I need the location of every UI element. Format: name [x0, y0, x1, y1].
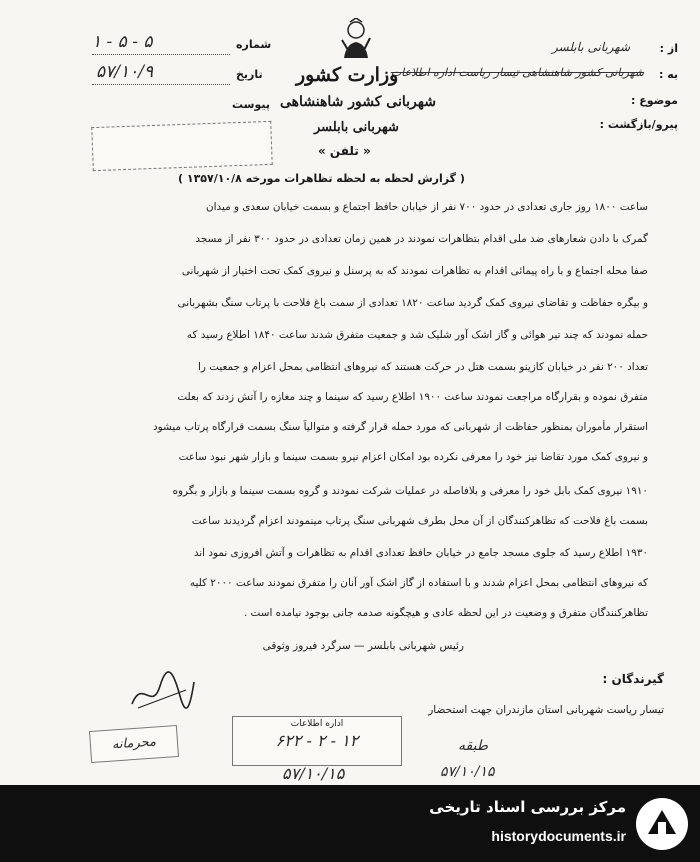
phone-label: « تلفن » [318, 144, 371, 158]
subject-label: موضوع : [631, 94, 678, 107]
body-line-4: و بیگره حفاظت و تقاضای نیروی کمک گردید ساعت ۱۸۲۰ تعدادی از سمت باغ فلاحت با پرتاب سنگ بشهربانی [177, 297, 648, 309]
stamp-title: اداره اطلاعات [290, 719, 344, 729]
number-underline [92, 54, 230, 55]
class-stamp-date: ۵۷/۱۰/۱۵ [440, 764, 495, 780]
body-line-3: صفا محله اجتماع و با راه پیمائی اقدام به تظاهرات نمودند که به پرسنل و نیروی کمک تحت اختیار از شهربانی [181, 265, 648, 277]
body-line-13: که نیروهای انتظامی بمحل اعزام شدند و با استفاده از گاز اشک آور آنان را متفرق نمودند ساعت ۲۰۰۰ کلیه [189, 577, 648, 589]
body-line-6: تعداد ۲۰۰ نفر در خیابان کازینو بسمت هتل در حرکت هستند که نیروهای انتظامی بمحل اعزام و جمعیت را [197, 361, 648, 373]
recipients-value: تیسار ریاست شهربانی استان مازندران جهت استحضار [428, 704, 664, 716]
body-line-2: گمرک با دادن شعارهای ضد ملی اقدام بتظاهرات نمودند در همین زمان تعدادی در حدود ۳۰۰ نفر از مسجد [195, 233, 648, 245]
class-stamp-label: طبقه [458, 738, 488, 754]
watermark-url: historydocuments.ir [491, 828, 626, 844]
body-line-9: و نیروی کمک مورد تقاضا نیز خود را معرفی نکرده بود امکان اعزام نیرو بسمت سینما و بازار شهر نبود ساعت [178, 451, 648, 463]
body-line-10: ۱۹۱۰ نیروی کمک بابل خود را معرفی و بلافاصله در عملیات شرکت نمودند و گروه بسمت سینما و بازار و بگروه [172, 485, 648, 497]
body-line-1: ساعت ۱۸۰۰ روز جاری تعدادی در حدود ۷۰۰ نفر از خیابان حافظ اجتماع و بسمت خیابان سعدی و میدان [205, 201, 648, 213]
lion-and-sun-emblem-icon [336, 18, 376, 64]
from-value: شهربانی بابلسر [552, 40, 630, 54]
stamp-number: ۶۲۲ - ۲ - ۱۲ [275, 731, 359, 750]
stamp-date: ۵۷/۱۰/۱۵ [282, 764, 345, 783]
attachment-label: پیوست [232, 98, 270, 111]
org-title-2: شهربانی بابلسر [314, 120, 399, 135]
report-title: ( گزارش لحظه به لحظه تظاهرات مورخه ۱۳۵۷/۱۰/۸ ) [178, 172, 465, 185]
body-line-7: متفرق نموده و بقرارگاه مراجعت نمودند ساعت ۱۹۰۰ اطلاع رسید که سینما و چند مغازه را آتش زدند که بعلت [177, 391, 648, 403]
body-line-5: حمله نمودند که چند تیر هوائی و گاز اشک آور شلیک شد و جمعیت متفرق شدند ساعت ۱۸۴۰ اطلاع رسید که [186, 329, 648, 341]
watermark-band [0, 785, 700, 862]
signature-line: رئیس شهربانی بابلسر — سرگرد فیروز وثوقی [262, 640, 464, 652]
recipients-label: گیرندگان : [602, 672, 664, 686]
intelligence-office-stamp [232, 716, 402, 766]
signature-scribble-icon [128, 668, 198, 716]
number-value: ۱ - ۵ - ۵ [92, 32, 153, 52]
to-label: به : [658, 68, 678, 81]
watermark-title: مرکز بررسی اسناد تاریخی [429, 798, 626, 816]
history-documents-logo-icon [634, 796, 690, 852]
body-line-14: تظاهرکنندگان متفرق و وضعیت در این لحظه عادی و هیچگونه صدمه جانی بوجود نیامده است . [243, 607, 648, 619]
date-label: تاریخ [236, 68, 263, 81]
date-underline [92, 84, 230, 85]
to-value: شهربانی کشور شاهنشاهی تیسار ریاست اداره اطلاعات [390, 66, 644, 79]
body-line-11: بسمت باغ فلاحت که تظاهرکنندگان از آن محل بطرف شهربانی سنگ پرتاب مینمودند اعزام گردیدند ساعت [191, 515, 648, 527]
body-line-12: ۱۹۳۰ اطلاع رسید که جلوی مسجد جامع در خیابان حافظ تعدادی اقدام به تظاهرات و آتش افروزی نمود اند [193, 547, 648, 559]
from-label: از : [659, 42, 678, 55]
body-line-8: استقرار مأموران بمنظور حفاظت از شهربانی که مورد حمله قرار گرفته و متوالیاً سنگ بسمت قرارگاه پرتاب میشود [152, 421, 648, 433]
number-label: شماره [236, 38, 272, 51]
confidential-stamp: محرمانه [89, 725, 179, 763]
org-title-1: شهربانی کشور شاهنشاهی [280, 94, 436, 110]
received-stamp [91, 121, 272, 171]
ministry-title: وزارت کشور [296, 64, 399, 86]
followup-label: پیرو/بازگشت : [599, 118, 678, 131]
date-value: ۵۷/۱۰/۹ [96, 62, 154, 82]
